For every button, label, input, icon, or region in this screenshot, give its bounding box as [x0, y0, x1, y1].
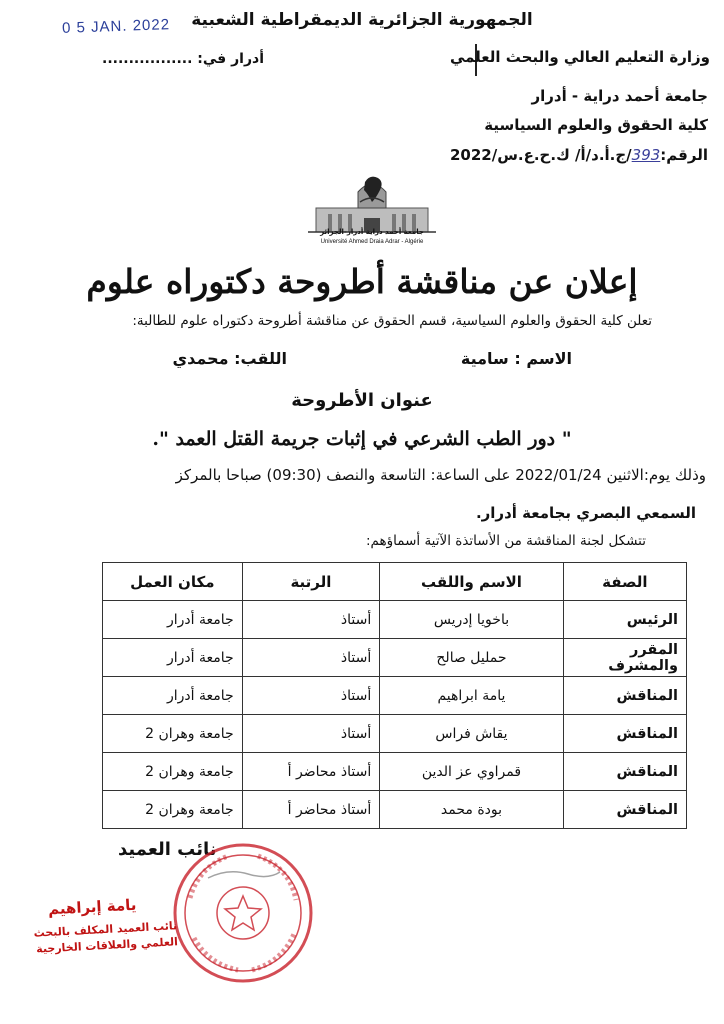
jury-workplace: جامعة وهران 2 [103, 753, 243, 791]
jury-header-row [103, 563, 687, 601]
jury-role: المقرر والمشرف [563, 639, 686, 677]
logo-caption-arabic: جامعة أحمد دراية أدرار-الجزائر [320, 228, 424, 236]
vice-dean-label: نائب العميد [118, 839, 217, 860]
jury-member-name: قمراوي عز الدين [380, 753, 563, 791]
date-stamp: 0 5 JAN. 2022 [61, 16, 171, 37]
signature-name: يامة إبراهيم [47, 895, 137, 919]
jury-role: المناقش [563, 753, 686, 791]
header-capacity: الصفة [563, 563, 686, 601]
jury-workplace: جامعة أدرار [103, 677, 243, 715]
jury-rank: أستاذ [242, 677, 380, 715]
table-row [103, 753, 687, 791]
jury-workplace: جامعة أدرار [103, 639, 243, 677]
jury-member-name: بودة محمد [380, 791, 563, 829]
announcement-intro: تعلن كلية الحقوق والعلوم السياسية، قسم الحقوق عن مناقشة أطروحة دكتوراه علوم للطالبة: [132, 313, 652, 329]
jury-workplace: جامعة وهران 2 [103, 715, 243, 753]
header-rank: الرتبة [242, 563, 380, 601]
jury-workplace: جامعة وهران 2 [103, 791, 243, 829]
jury-rank: أستاذ محاضر أ [242, 791, 380, 829]
student-surname: اللقب: محمدي [172, 349, 287, 368]
defense-schedule-line-2: السمعي البصري بجامعة أدرار. [475, 504, 696, 522]
signature-title-line-1: نائب العميد المكلف بالبحث [33, 919, 178, 940]
reference-prefix: الرقم: [660, 146, 708, 164]
jury-member-name: حمليل صالح [380, 639, 563, 677]
faculty-name: كلية الحقوق والعلوم السياسية [484, 116, 708, 134]
university-name: جامعة أحمد دراية - أدرار [531, 87, 708, 105]
jury-role: المناقش [563, 791, 686, 829]
jury-role: الرئيس [563, 601, 686, 639]
committee-intro: تتشكل لجنة المناقشة من الأساتذة الآتية أسماؤهم: [366, 533, 646, 549]
signature-title [33, 918, 178, 957]
defense-schedule-line-1: وذلك يوم:الاثنين 2022/01/24 على الساعة: التاسعة والنصف (09:30) صباحا بالمركز [175, 466, 706, 484]
table-row [103, 715, 687, 753]
place-date: أدرار في: ................. [102, 51, 264, 67]
jury-role: المناقش [563, 677, 686, 715]
table-row [103, 601, 687, 639]
jury-role: المناقش [563, 715, 686, 753]
table-row [103, 677, 687, 715]
jury-member-name: باخويا إدريس [380, 601, 563, 639]
table-row [103, 639, 687, 677]
reference-handwritten-number: 393 [631, 146, 661, 164]
reference-number [450, 146, 708, 164]
official-seal-icon [168, 838, 318, 988]
ministry-name: وزارة التعليم العالي والبحث العلمي [449, 48, 710, 66]
jury-workplace: جامعة أدرار [103, 601, 243, 639]
republic-heading: الجمهورية الجزائرية الديمقراطية الشعبية [191, 10, 533, 30]
logo-caption-french: Université Ahmed Draia Adrar - Algérie [320, 239, 424, 245]
table-row [103, 791, 687, 829]
header-full-name: الاسم واللقب [380, 563, 563, 601]
announcement-headline: إعلان عن مناقشة أطروحة دكتوراه علوم [86, 262, 638, 301]
jury-table [102, 562, 687, 829]
jury-rank: أستاذ محاضر أ [242, 753, 380, 791]
reference-suffix: /ج.أ.د/أ/ ك.ح.ع.س/2022 [449, 146, 632, 164]
thesis-title: " دور الطب الشرعي في إثبات جريمة القتل العمد ". [152, 428, 572, 450]
header-workplace: مكان العمل [103, 563, 243, 601]
jury-rank: أستاذ [242, 715, 380, 753]
jury-member-name: يقاش فراس [380, 715, 563, 753]
signature-title-line-2: العلمي والعلاقات الخارجية [35, 935, 179, 956]
student-name: الاسم : سامية [460, 349, 572, 368]
jury-rank: أستاذ [242, 639, 380, 677]
jury-member-name: يامة ابراهيم [380, 677, 563, 715]
jury-rank: أستاذ [242, 601, 380, 639]
thesis-title-label: عنوان الأطروحة [291, 390, 433, 411]
